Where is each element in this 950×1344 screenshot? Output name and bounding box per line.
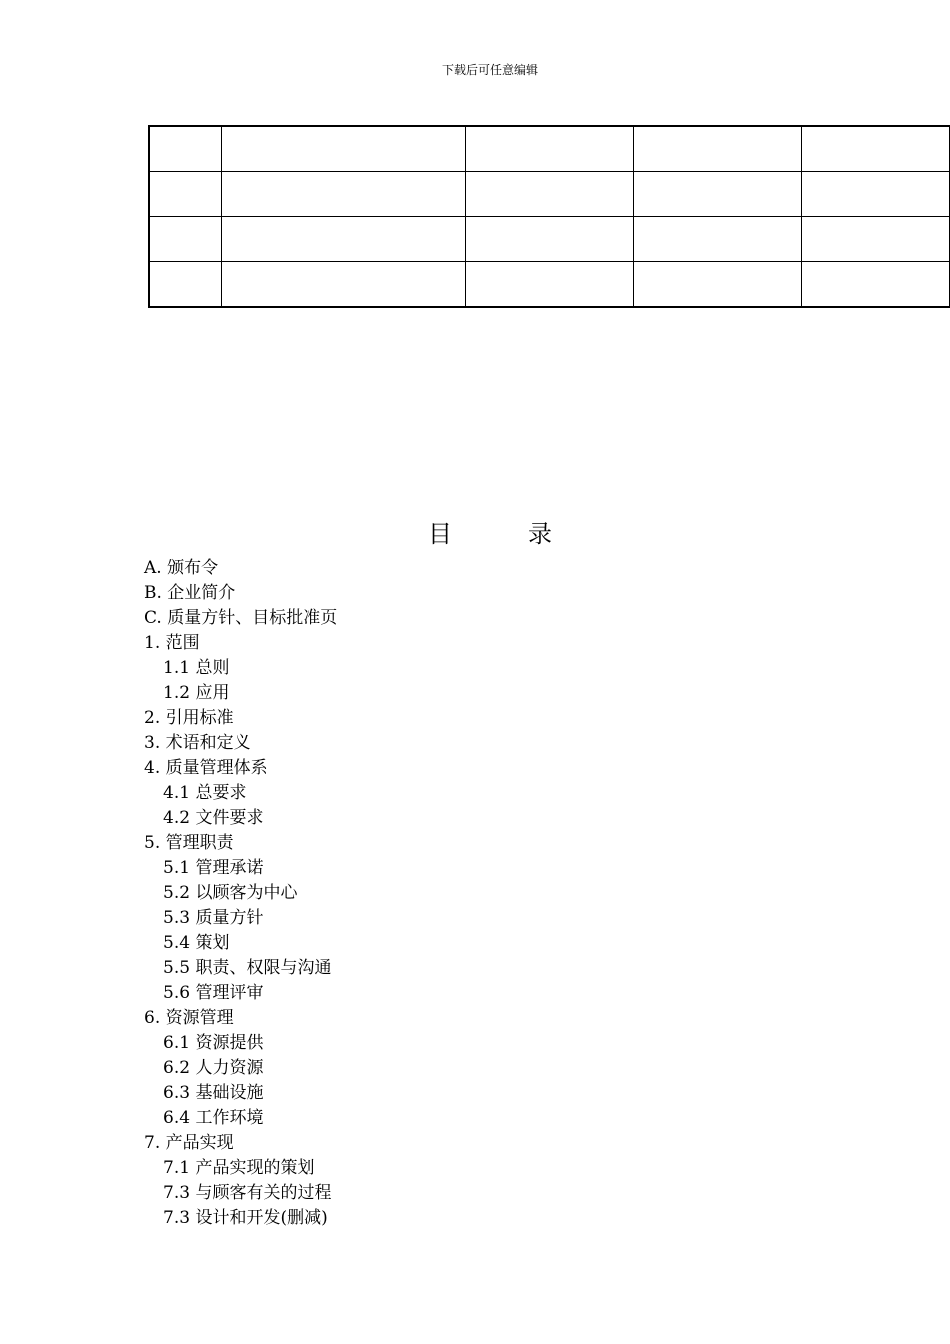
toc-item: 3. 术语和定义 [144, 733, 251, 753]
toc-item: 6. 资源管理 [144, 1008, 234, 1028]
table-cell [221, 126, 465, 172]
table-cell [221, 217, 465, 262]
table-cell [633, 217, 801, 262]
toc-item: 7.3 设计和开发(删减) [163, 1208, 328, 1228]
toc-item: 7.3 与顾客有关的过程 [163, 1183, 332, 1203]
table-cell [801, 126, 950, 172]
toc-item: 7. 产品实现 [144, 1133, 234, 1153]
toc-item: A. 颁布令 [144, 558, 219, 578]
toc-item: B. 企业简介 [144, 583, 236, 603]
page-header-note: 下载后可任意编辑 [441, 63, 538, 77]
table-row [149, 217, 950, 262]
toc-item: 5.4 策划 [163, 933, 230, 953]
table-cell [633, 262, 801, 308]
toc-item: 5.1 管理承诺 [163, 858, 264, 878]
toc-item: 4.2 文件要求 [163, 808, 264, 828]
table-row [149, 126, 950, 172]
toc-item: 5.3 质量方针 [163, 908, 264, 928]
toc-item: 5.5 职责、权限与沟通 [163, 958, 332, 978]
toc-item: 7.1 产品实现的策划 [163, 1158, 315, 1178]
table-cell [149, 262, 221, 308]
table-cell [149, 172, 221, 217]
table-row [149, 262, 950, 308]
table-cell [801, 172, 950, 217]
toc-item: 4.1 总要求 [163, 783, 247, 803]
toc-item: 6.2 人力资源 [163, 1058, 264, 1078]
table-cell [465, 217, 633, 262]
table-cell [633, 126, 801, 172]
table-row [149, 172, 950, 217]
table-cell [149, 217, 221, 262]
table-cell [801, 217, 950, 262]
toc-item: 2. 引用标准 [144, 708, 234, 728]
blank-form-table [148, 125, 950, 308]
toc-item: 1.1 总则 [163, 658, 230, 678]
table-cell [221, 172, 465, 217]
toc-item: 5.6 管理评审 [163, 983, 264, 1003]
table-cell [465, 126, 633, 172]
table-cell [465, 172, 633, 217]
table-of-contents [144, 556, 337, 1231]
toc-item: 6.4 工作环境 [163, 1108, 264, 1128]
toc-item: 1.2 应用 [163, 683, 230, 703]
toc-item: 5. 管理职责 [144, 833, 234, 853]
toc-item: 6.1 资源提供 [163, 1033, 264, 1053]
toc-item: 6.3 基础设施 [163, 1083, 264, 1103]
table-cell [633, 172, 801, 217]
table-cell [801, 262, 950, 308]
toc-item: C. 质量方针、目标批准页 [144, 608, 338, 628]
toc-item: 5.2 以顾客为中心 [163, 883, 298, 903]
table-cell [465, 262, 633, 308]
toc-item: 4. 质量管理体系 [144, 758, 268, 778]
toc-title: 目录 [428, 520, 628, 548]
table-cell [149, 126, 221, 172]
table-cell [221, 262, 465, 308]
toc-item: 1. 范围 [144, 633, 200, 653]
